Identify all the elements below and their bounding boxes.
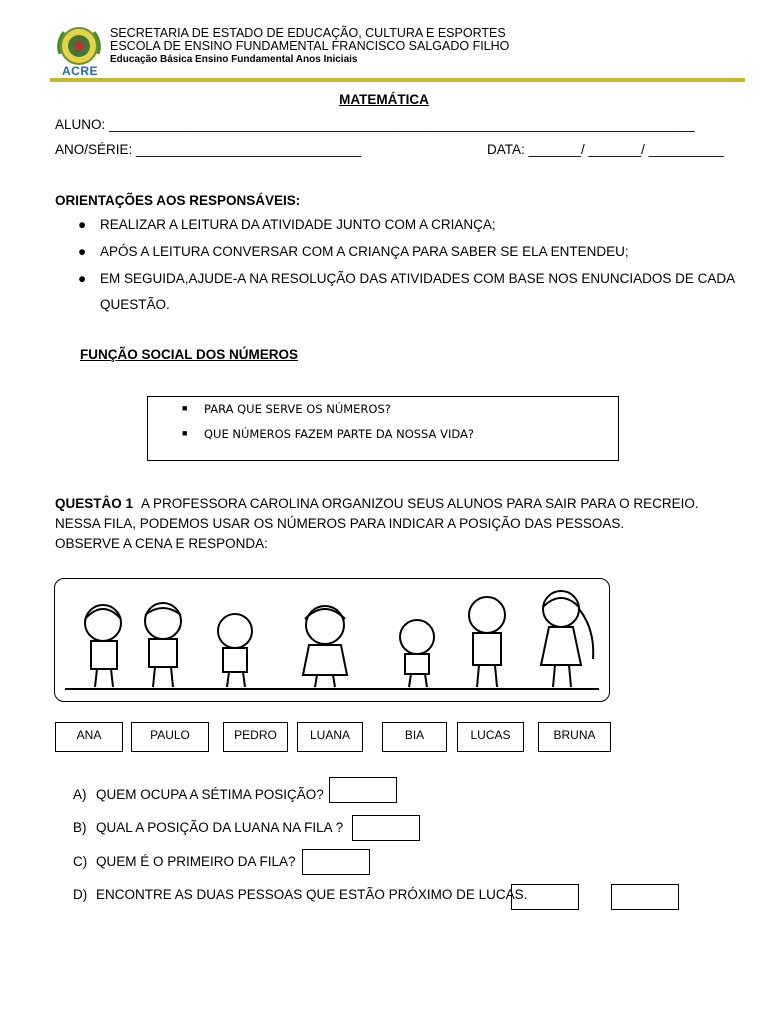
question-text: OBSERVE A CENA E RESPONDA: [55, 536, 268, 551]
section-title: FUNÇÃO SOCIAL DOS NÚMEROS [80, 347, 299, 362]
logo-text: ACRE [62, 64, 99, 78]
student-field[interactable]: ALUNO: ______________________________________________________________________________ [55, 117, 695, 132]
list-item: ● [78, 271, 87, 286]
question-letter: D) [73, 887, 88, 902]
question-text: QUEM OCUPA A SÉTIMA POSIÇÃO? [96, 787, 324, 802]
name-box-luana: LUANA [297, 722, 363, 752]
name-box-bia: BIA [382, 722, 447, 752]
question-text: NESSA FILA, PODEMOS USAR OS NÚMEROS PARA INDICAR A POSIÇÃO DAS PESSOAS. [55, 516, 625, 531]
list-item: ■ [182, 428, 188, 438]
question-text: QUAL A POSIÇÃO DA LUANA NA FILA ? [96, 820, 344, 835]
question-letter: B) [73, 820, 87, 835]
answer-box[interactable] [302, 849, 370, 875]
list-item: ● [78, 217, 87, 232]
header-level: Educação Básica Ensino Fundamental Anos Iniciais [110, 54, 358, 65]
children-line-illustration [54, 578, 610, 702]
question-text: A PROFESSORA CAROLINA ORGANIZOU SEUS ALUNOS PARA SAIR PARA O RECREIO. [141, 496, 699, 511]
question-letter: C) [73, 854, 88, 869]
header-secretariat: SECRETARIA DE ESTADO DE EDUCAÇÃO, CULTURA E ESPORTES [110, 26, 506, 40]
box-item: QUE NÚMEROS FAZEM PARTE DA NOSSA VIDA? [204, 427, 474, 441]
header-rule [50, 78, 745, 82]
list-item: ■ [182, 403, 188, 413]
orientations-title: ORIENTAÇÕES AOS RESPONSÁVEIS: [55, 193, 301, 208]
orientation-item: REALIZAR A LEITURA DA ATIVIDADE JUNTO COM A CRIANÇA; [100, 217, 496, 232]
list-item: ● [78, 244, 87, 259]
name-box-bruna: BRUNA [538, 722, 611, 752]
box-item: PARA QUE SERVE OS NÚMEROS? [204, 402, 391, 416]
answer-box[interactable] [611, 884, 679, 910]
name-box-lucas: LUCAS [457, 722, 524, 752]
subject-title: MATEMÁTICA [339, 92, 429, 107]
question-text: ENCONTRE AS DUAS PESSOAS QUE ESTÃO PRÓXIMO DE LUCAS. [96, 887, 528, 902]
acre-logo [52, 24, 106, 80]
name-box-ana: ANA [55, 722, 123, 752]
name-box-paulo: PAULO [131, 722, 209, 752]
orientation-item: EM SEGUIDA,AJUDE-A NA RESOLUÇÃO DAS ATIVIDADES COM BASE NOS ENUNCIADOS DE CADA [100, 271, 736, 286]
grade-field[interactable]: ANO/SÉRIE: ______________________________ [55, 142, 362, 157]
name-box-pedro: PEDRO [223, 722, 288, 752]
answer-box[interactable] [511, 884, 579, 910]
date-field[interactable]: DATA: _______/ _______/ __________ [487, 142, 724, 157]
answer-box[interactable] [352, 815, 420, 841]
questions-box [147, 396, 619, 461]
header-school: ESCOLA DE ENSINO FUNDAMENTAL FRANCISCO SALGADO FILHO [110, 39, 510, 53]
orientation-item: QUESTÃO. [100, 297, 170, 312]
question-text: QUEM É O PRIMEIRO DA FILA? [96, 854, 296, 869]
question-label: QUESTÂO 1 [55, 496, 134, 511]
orientation-item: APÓS A LEITURA CONVERSAR COM A CRIANÇA PARA SABER SE ELA ENTENDEU; [100, 244, 629, 259]
answer-box[interactable] [329, 777, 397, 803]
question-letter: A) [73, 787, 87, 802]
